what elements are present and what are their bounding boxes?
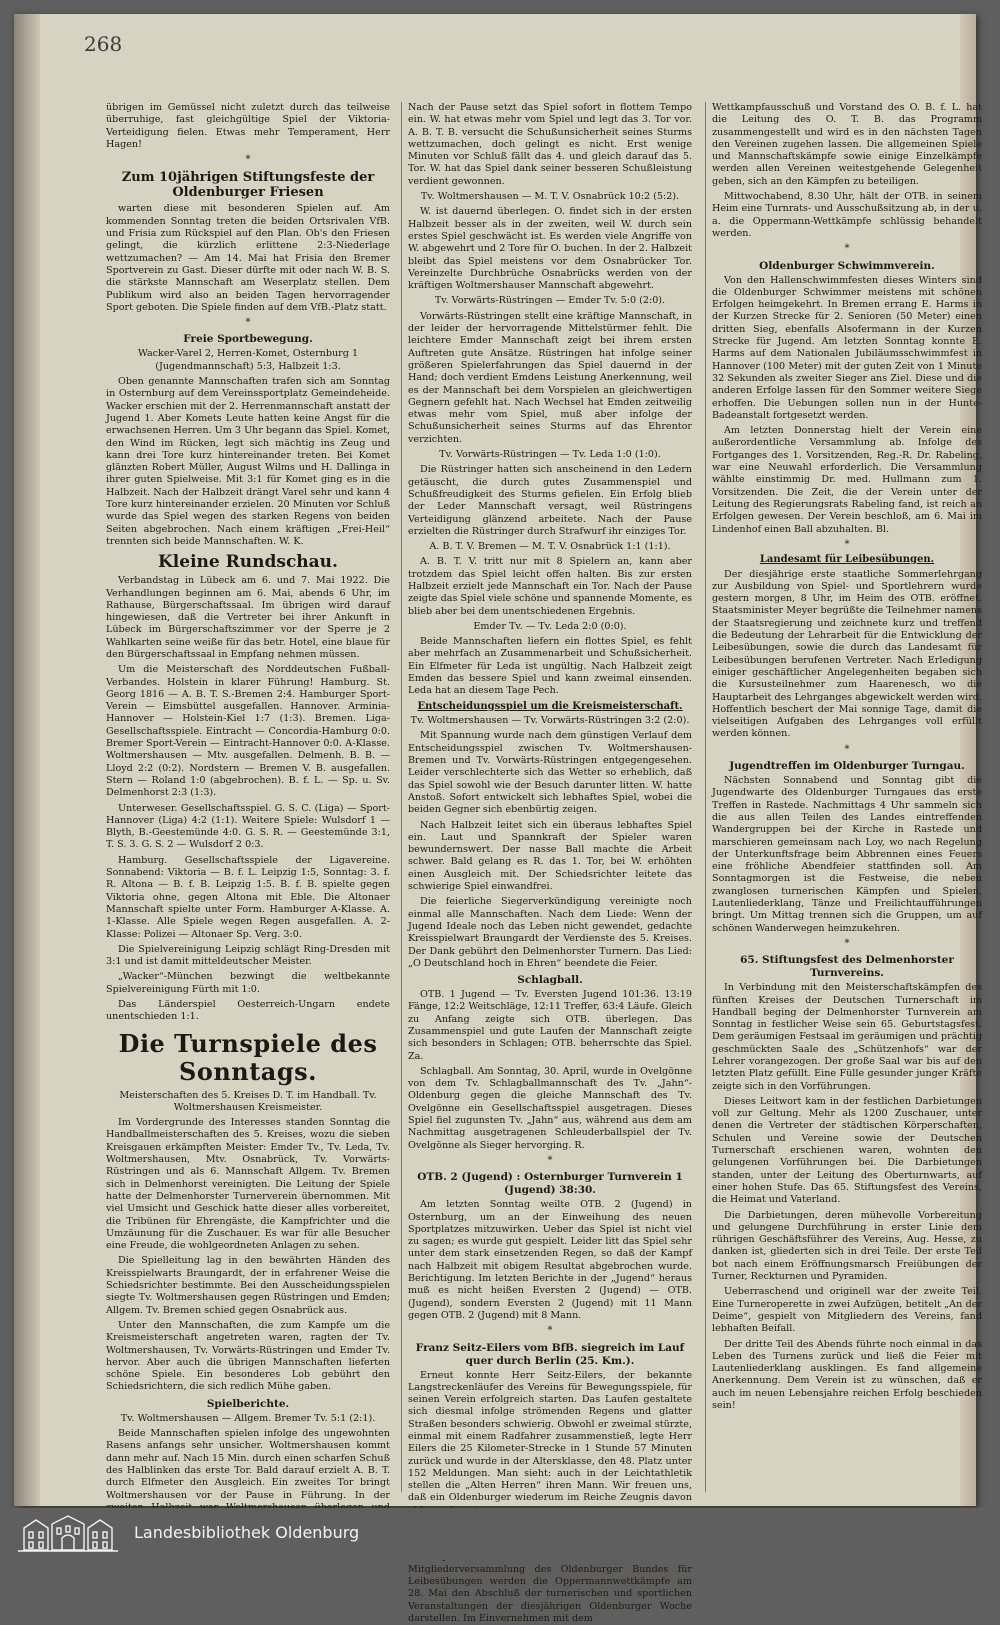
headline-schwimmverein: Oldenburger Schwimmverein. xyxy=(759,259,935,272)
headline-schlagball: Schlagball. xyxy=(517,974,583,987)
article-paragraph: Mit Spannung wurde nach dem günstigen Verlauf dem Entscheidungsspiel zwischen Tv. Woltmershausen-Bremen und Tv. Vorwärts-Rüstringen entgegengesehen. Leider verschlechterte sich das Wetter so erheblich, daß das Spiel sowohl wie der Besuch darunter litten. W. hatte Anstoß. Sofort entwickelt sich lebhaftes Spiel, wobei die beiden Gegner sich ebenbürtig zeigen. xyxy=(408,730,692,816)
page-binding xyxy=(14,14,40,1506)
article-paragraph: Vorwärts-Rüstringen stellt eine kräftige Mannschaft, in der leider der hervorragende Mittelstürmer fehlt. Die leichtere Emder Mannschaft zeigt bei ihrem ersten Auftreten gute Ansätze. Rüstringen hat infolge seiner größeren Spielerfahrungen das Spiel dauernd in der Hand; doch verdient Emdens Leistung Anerkennung, weil es der Mannschaft bei dem Vorspielen an gleichwertigen Gegnern gefehlt hat. Nach Wechsel hat Emden zeitweilig etwas mehr vom Spiel, muß aber infolge der Schußunsicherheit seines Sturms auf das Ehrentor verzichten. xyxy=(408,310,692,445)
headline-otb2: OTB. 2 (Jugend) : Osternburger Turnverein 1 (Jugend) 38:30. xyxy=(417,1171,683,1197)
match-result: Tv. Vorwärts-Rüstringen — Emder Tv. 5:0 (2:0). xyxy=(434,295,666,307)
article-paragraph: In Verbindung mit den Meisterschaftskämpfen des fünften Kreises der Deutschen Turnerschaft im Handball beging der Delmenhorster Turnverein am Sonntag in festlicher Weise sein 65. Geburtstagsfest. Dem geräumigen Festsaal im geräumigen und prächtig geschmückten Saale des „Schützenhofs“ war der Lehrer vorangezogen. Der große Saal war bis auf den letzten Platz gefüllt. Eine Fülle gesunder junger Kräfte zeigte sich in den Vorführungen. xyxy=(712,982,982,1092)
separator-star: * xyxy=(547,1154,553,1166)
headline-jugendtreffen: Jugendtreffen im Oldenburger Turngau. xyxy=(729,760,965,773)
article-paragraph: OTB. 1 Jugend — Tv. Eversten Jugend 101:36. 13:19 Fänge, 12:2 Weitschläge, 12:11 Treffer, 63:4 Läufe. Gleich zu Anfang zeigte sich OTB. überlegen. Das Zusammenspiel und gute Laufen der Mannschaft zeigte sich besonders in Schlagen; OTB. beherrschte das Spiel. Za. xyxy=(408,989,692,1062)
article-paragraph: Mittwochabend, 8.30 Uhr, hält der OTB. in seinem Heim eine Turnrats- und Ausschußsitzung ab, in der u. a. die Oppermann-Wettkämpfe schlüssig behandelt werden. xyxy=(712,191,982,239)
article-paragraph: A. B. T. V. tritt nur mit 8 Spielern an, kann aber trotzdem das Spiel leicht offen halten. Bis zur ersten Halbzeit erzielt jede Mannschaft ein Tor. Nach der Pause zeigte das Spiel viele schöne und spannende Momente, es blieb aber bei dem unentschiedenen Ergebnis. xyxy=(408,556,692,617)
headline-freie-sportbewegung: Freie Sportbewegung. xyxy=(183,333,313,346)
column-right xyxy=(712,102,982,1492)
separator-star: * xyxy=(245,154,251,166)
subheadline: Meisterschaften des 5. Kreises D. T. im Handball. Tv. Woltmershausen Kreismeister. xyxy=(119,1089,377,1113)
article-paragraph: Der dritte Teil des Abends führte noch einmal in das Leben des Turnens zurück und ließ die Feier mit Lautenliederklang ausklingen. Es fand allgemeine Anerkennung. Dem Verein ist zu wünschen, daß er auch im neuen Lebensjahre reichen Erfolg beschieden sein! xyxy=(712,1338,982,1411)
article-paragraph: Die Darbietungen, deren mühevolle Vorbereitung und gelungene Durchführung in erster Linie dem rührigen Geschäftsführer des Vereins, Aug. Hesse, zu danken ist, gliederten sich in drei Teile. Der erste Teil bot nach einem Eröffnungsmarsch Freiübungen der Turner, Reckturnen und Pyramiden. xyxy=(712,1209,982,1283)
article-paragraph: Unter den Mannschaften, die zum Kampfe um die Kreismeisterschaft angetreten waren, ragten der Tv. Woltmershausen, Tv. Vorwärts-Rüstringen und Emder Tv. hervor. Aber auch die übrigen Mannschaften lieferten schöne Spiele. Ein besonderes Lob gebührt den Schiedsrichtern, die sich redlich Mühe gaben. xyxy=(106,1319,390,1393)
separator-star: * xyxy=(547,1325,553,1337)
separator-star: * xyxy=(844,538,850,550)
headline-entscheidungsspiel: Entscheidungsspiel um die Kreismeisterschaft. xyxy=(417,700,683,712)
separator-star: * xyxy=(245,317,251,329)
headline-stiftungsfest: 65. Stiftungsfest des Delmenhorster Turnvereins. xyxy=(740,954,954,980)
match-result: Tv. Vorwärts-Rüstringen — Tv. Leda 1:0 (1:0). xyxy=(439,449,661,461)
article-paragraph: Unterweser. Gesellschaftsspiel. G. S. C. (Liga) — Sport-Hannover (Liga) 4:2 (1:1). Weitere Spiele: Wulsdorf 1 — Blyth, B.-Geestemünde 4:0. G. S. R. — Geestemünde 3:1, T. S. 3. G. S. 2 — Wulsdorf 2 0:3. xyxy=(106,802,390,851)
separator-star: * xyxy=(844,937,850,949)
article-paragraph: Das Länderspiel Oesterreich-Ungarn endete unentschieden 1:1. xyxy=(106,999,390,1023)
article-paragraph: „Wacker“-München bezwingt die weltbekannte Spielvereinigung Fürth mit 1:0. xyxy=(106,971,390,995)
article-paragraph: Am letzten Donnerstag hielt der Verein eine außerordentliche Versammlung ab. Infolge des Fortganges des 1. Vorsitzenden, Reg.-R. Dr. Rabeling, war eine Neuwahl erforderlich. Die Versammlung wählte einstimmig Dr. med. Hullmann zum 1. Vorsitzenden. Die Zeit, die der Verein unter der Leitung des Regierungsrats Rabeling fand, ist reich an Erfolgen gewesen. Der Verein beschloß, am 6. Mai im Lindenhof einen Ball abzuhalten. Bl. xyxy=(712,425,982,535)
library-building-icon xyxy=(16,1514,120,1554)
headline-friesen: Zum 10jährigen Stiftungsfeste der Oldenburger Friesen xyxy=(121,170,375,201)
article-paragraph: Nächsten Sonnabend und Sonntag gibt die Jugendwarte des Oldenburger Turngaues das erste Treffen in Rastede. Nachmittags 4 Uhr sammeln sich die aus allen Teilen des Landes eintreffenden Wandergruppen bei der Kirche in Rastede und marschieren gemeinsam nach Loy, wo nach Regelung der Unterkunftsfrage beim Abbrennen eines Feuers eine fröhliche Abendfeier stattfinden soll. Am Sonntagmorgen ist die Festweise, die neben zwanglosen turnerischen Kämpfen und Spielen, Lautenliederklang, Tänze und Freilichtaufführungen bringt. Um Mittag trennen sich die Gruppen, um auf schönen Wanderwegen heimzukehren. xyxy=(712,775,982,934)
headline-eilers: Franz Seitz-Eilers vom BfB. siegreich im Lauf quer durch Berlin (25. Km.). xyxy=(415,1341,685,1367)
match-result: Tv. Woltmershausen — M. T. V. Osnabrück 10:2 (5:2). xyxy=(420,191,680,203)
separator-star: * xyxy=(844,243,850,255)
article-paragraph: Verbandstag in Lübeck am 6. und 7. Mai 1922. Die Verhandlungen beginnen am 6. Mai, abends 6 Uhr, im Rathause, Bürgerschaftssaal. Im übrigen wird darauf hingewiesen, daß die Vertreter bei ihrer Ankunft in Lübeck im Bürgerschaftszimmer vor der Sperre je 2 Wahlkarten seine weiße für das betr. Hotel, eine blaue für den Bürgerschaftssaal in Empfang nehmen müssen. xyxy=(106,575,390,660)
article-paragraph: Die Spielvereinigung Leipzig schlägt Ring-Dresden mit 3:1 und ist damit mitteldeutscher Meister. xyxy=(106,943,390,968)
article-paragraph: Nach Halbzeit leitet sich ein überaus lebhaftes Spiel ein. Laut und Spannkraft der Spieler waren bewundernswert. Der nasse Ball machte die Arbeit schwer. Bald gelang es R. das 1. Tor, bei W. erhöhten einen Ausgleich mit. Der Schiedsrichter leitete das schwierige Spiel einwandfrei. xyxy=(408,819,692,893)
match-result: A. B. T. V. Bremen — M. T. V. Osnabrück 1:1 (1:1). xyxy=(429,541,671,553)
article-paragraph: Beide Mannschaften liefern ein flottes Spiel, es fehlt aber mehrfach an Zusammenarbeit und Schußsicherheit. Ein Elfmeter für Leda ist ungültig. Nach Halbzeit zeigt Emden das bessere Spiel und kann zweimal einsenden. Leda hat an diesem Tage Pech. xyxy=(408,636,692,697)
match-result: Emder Tv. — Tv. Leda 2:0 (0:0). xyxy=(473,620,627,632)
headline-landesamt: Landesamt für Leibesübungen. xyxy=(759,554,935,566)
article-paragraph: Um die Meisterschaft des Norddeutschen Fußball-Verbandes. Holstein in klarer Führung! Hamburg. St. Georg 1816 — A. B. T. S.-Bremen 2:4. Hamburger Sport-Verein — Eimsbüttel ausgefallen. Hannover. Arminia-Hannover — Holstein-Kiel 1:7 (1:3). Bremen. Liga-Gesellschaftsspiele. Eintracht — Concordia-Hamburg 0:0. Bremer Sport-Verein — Eintracht-Hannover 0:0. A-Klasse. Woltmershausen — Mtv. ausgefallen. Delmenh. B. B. — Lloyd 2:2 (0:2). Nordstern — Bremen V. B. ausgefallen. Stern — Roland 1:0 (abgebrochen). B. f. L. — Sp. u. Sv. Delmenhorst 2:3 (1:3). xyxy=(106,664,390,799)
match-result: Wacker-Varel 2, Herren-Komet, Osternburg 1 (Jugendmannschaft) 5:3, Halbzeit 1:3. xyxy=(137,348,359,372)
article-paragraph: Wettkampfausschuß und Vorstand des O. B. f. L. hat die Leitung des O. T. B. das Programm zusammengestellt und wird es in den nächsten Tagen den Vereinen zugehen lassen. Die allgemeinen Spiele und Mannschaftskämpfe sowie einige Einzelkämpfe werden allen Vereinen weitestgehende Gelegenheit geben, sich an den Kämpfen zu beteiligen. xyxy=(712,102,982,187)
article-paragraph: Erneut konnte Herr Seitz-Eilers, der bekannte Langstreckenläufer des Vereins für Bewegungsspiele, für seinen Verein erfolgreich starten. Das Laufen gestaltete sich diesmal infolge strömenden Regens und glatter Straßen besonders schwierig. Obwohl er zweimal stürzte, einmal mit einem Radfahrer zusammenstieß, legte Herr Eilers die 25 Kilometer-Strecke in 1 Stunde 57 Minuten zurück und wurde in der Altersklasse, den 48. Platz unter 152 Meldungen. Man sieht: auch in der Leichtathletik stellen die „Alten Herren“ ihren Mann. Wir freuen uns, daß ein Oldenburger wiederum im Reiche Zeugnis davon xyxy=(408,1369,692,1504)
page-number: 268 xyxy=(84,32,123,56)
article-paragraph: Nach der Pause setzt das Spiel sofort in flottem Tempo ein. W. hat etwas mehr vom Spiel und legt das 3. Tor vor. A. B. T. B. versucht die Schußunsicherheit seines Sturms wettzumachen, doch gelingt es nicht. Erst wenige Minuten vor Schluß fällt das 4. und gleich darauf das 5. Tor. W. hat das Spiel dank seiner besseren Schußleistung verdient gewonnen. xyxy=(408,102,692,187)
article-paragraph: Am letzten Sonntag weilte OTB. 2 (Jugend) in Osternburg, um an der Einweihung des neuen Sportplatzes mitzuwirken. Ueber das Spiel ist nicht viel zu sagen; es wurde gut gespielt. Leider litt das Spiel sehr unter dem stark einsetzenden Regen, so daß der Kampf nach Halbzeit mit obigem Resultat abgebrochen wurde. Berichtigung. Im letzten Berichte in der „Jugend“ heraus muß es nicht heißen Eversten 2 (Jugend) — OTB. (Jugend), sondern Eversten 2 (Jugend) mit 11 Mann gegen OTB. 2 (Jugend) mit 8 Mann. xyxy=(408,1199,692,1321)
headline-turnspiele: Die Turnspiele des Sonntags. xyxy=(118,1028,378,1086)
article-paragraph: W. ist dauernd überlegen. O. findet sich in der ersten Halbzeit besser als in der zweiten, weil W. durch sein erstes Spiel geschwächt ist. Es werden viele Angriffe von W. abgewehrt und 2 Tore für O. buchen. In der 2. Halbzeit bleibt das Spiel meistens vor dem Osnabrücker Tor. Vereinzelte Durchbrüche Osnabrücks werden von der kräftigen Woltmershauser Mannschaft abgewehrt. xyxy=(408,206,692,292)
article-paragraph: Schlagball. Am Sonntag, 30. April, wurde in Ovelgönne von dem Tv. Schlagballmannschaft des Tv. „Jahn“-Oldenburg gegen die gleiche Mannschaft des Tv. Ovelgönne ein Gesellschaftsspiel ausgetragen. Dieses Spiel fiel zugunsten Tv. „Jahn“ aus, während aus dem am Nachmittag ausgetragenen Schleuderballspiel der Tv. Ovelgönne als Sieger hervorging. R. xyxy=(408,1065,692,1151)
viewer-footer xyxy=(0,1508,1000,1560)
article-paragraph: warten diese mit besonderen Spielen auf. Am kommenden Sonntag treten die beiden Ortsrivalen VfB. und Frisia zum Rückspiel auf den Plan. Ob's den Friesen gelingt, die kürzlich erlittene 2:3-Niederlage wettzumachen? — Am 14. Mai hat Frisia den Bremer Sportverein zu Gast. Dieser dürfte mit oder nach W. B. S. die stärkste Mannschaft am Weserplatz stellen. Dem Publikum wird also an beiden Tagen hervorragender Sport geboten. Die Spiele finden auf dem VfB.-Platz statt. xyxy=(106,203,390,313)
library-name: Landesbibliothek Oldenburg xyxy=(134,1523,360,1542)
article-paragraph: Die feierliche Siegerverkündigung vereinigte noch einmal alle Mannschaften. Nach dem Liede: Wenn der Jugend Ideale noch das Leben nicht gewendet, gedachte Kreisspielwart Braungardt der Verdienste des 5. Kreises. Der Dank gebührt den Delmenhorster Turnern. Das Lied: „O Deutschland hoch in Ehren“ beendete die Feier. xyxy=(408,896,692,969)
separator-star: * xyxy=(844,743,850,755)
article-paragraph: Dieses Leitwort kam in der festlichen Darbietungen voll zur Geltung. Mehr als 1200 Zuschauer, unter denen die Vertreter der städtischen Körperschaften, Schulen und Vereine sowie der Deutschen Turnerschaft erschienen waren, wohnten den gelungenen Vorführungen bei. Die Darbietungen standen, unter der Leitung des Oberturnwarts, auf einer hohen Stufe. Das 65. Stiftungsfest des Vereins, die Heimat und Vaterland. xyxy=(712,1095,982,1206)
column-rule xyxy=(401,102,402,1492)
article-paragraph: Die Rüstringer hatten sich anscheinend in den Ledern getäuscht, die durch gutes Zusammenspiel und Schußfreudigkeit des Sturms gefielen. Ein Erfolg blieb der Leder Mannschaft versagt, weil Rüstringens Verteidigung glänzend arbeitete. Nach der Pause erzielten die Rüstringer durch Strafwurf ihr einziges Tor. xyxy=(408,464,692,537)
headline-kleine-rundschau: Kleine Rundschau. xyxy=(158,552,338,573)
article-paragraph: Ueberraschend und originell war der zweite Teil. Eine Turneroperette in zwei Aufzügen, betitelt „An der Deime“, gespielt von Mitgliedern des Vereins, fand lebhaften Beifall. xyxy=(712,1286,982,1335)
article-paragraph: Im Vordergrunde des Interesses standen Sonntag die Handballmeisterschaften des 5. Kreises, wozu die sieben Kreisgauen erkämpften Meister: Emder Tv., Tv. Leda, Tv. Woltmershausen, Mtv. Osnabrück, Tv. Vorwärts-Rüstringen und als 6. Mannschaft Allgem. Tv. Bremen sich in Delmenhorst vereinigten. Die Leitung der Spiele hatte der Delmenhorster Turnerverein übernommen. Mit viel Umsicht und Geschick hatte dieser alles vorbereitet, die Tribünen für Ehrengäste, die Kampfrichter und die Umzäunung für die Zuschauer. Es war für alle Besucher eine Freude, die wohlgeordneten Anlagen zu sehen. xyxy=(106,1117,390,1252)
article-paragraph: Der diesjährige erste staatliche Sommerlehrgang zur Ausbildung von Spiel- und Sportlehrern wurde gestern morgen, 8 Uhr, im Heim des OTB. eröffnet. Staatsminister Meyer begrüßte die Teilnehmer namens der Staatsregierung und zeichnete kurz und treffend die Bedeutung der Lehrarbeit für die Entwicklung der Leibesübungen, sowie die durch das Landesamt für Leibesübungen berufenen Vertreter. Nach Erledigung einiger geschäftlicher Angelegenheiten begaben sich die Kursusteilnehmer zum Haarenesch, wo die Hauptarbeit des Lehrganges abgewickelt werden wird. Hoffentlich beschert der Mai sonnige Tage, damit die vielseitigen Aufgaben des Lehrganges voll erfüllt werden können. xyxy=(712,568,982,740)
article-paragraph: Oben genannte Mannschaften trafen sich am Sonntag in Osternburg auf dem Vereinssportplatz Gemeindeheide. Wacker erschien mit der 2. Herrenmannschaft anstatt der Jugend 1. Aber Komets Leute hatten keine Angst für die erwachsenen Herren. Um 3 Uhr begann das Spiel. Komet, den Wind im Rücken, legt sich mächtig ins Zeug und kann drei Tore kurz hintereinander treten. Bei Komet glänzten Robert Müller, August Wilms und H. Dallinga in ihrer guten Spielweise. Mit 3:1 für Komet ging es in die Halbzeit. Nach der Halbzeit drängt Varel sehr und kann 4 Tore kurz hintereinander erzielen. 20 Minuten vor Schluß wurde das Spiel wegen des starken Regens von beiden Seiten abgebrochen. Nach einem kräftigen „Frei-Heil“ trennten sich beide Mannschaften. W. K. xyxy=(106,376,390,547)
column-rule xyxy=(705,102,706,1492)
article-paragraph: Hamburg. Gesellschaftsspiele der Ligavereine. Sonnabend: Viktoria — B. f. L. Leipzig 1:5, Sonntag: 3. f. R. Altona — B. f. B. Leipzig 1:5. B. f. B. spielte gegen Viktoria ohne, gegen Altona mit Eble. Die Altonaer Mannschaft spielte unter Form. Hamburger A-Klasse. A. 1-Klasse. Alle Spiele wegen Regen ausgefallen. A. 2-Klasse: Polizei — Altonaer Sp. Verg. 3:0. xyxy=(106,854,390,940)
article-paragraph: übrigen im Gemüssel nicht zuletzt durch das teilweise überruhige, fast gleichgültige Spiel der Viktoria-Verteidigung fielen. Etwas mehr Temperament, Herr Hagen! xyxy=(106,102,390,150)
article-paragraph: Beide Mannschaften spielen infolge des ungewohnten Rasens anfangs sehr unsicher. Woltmershausen kommt dann mehr auf. Nach 15 Min. durch einen scharfen Schuß des Halblinken das erste Tor. Bald darauf erzielt A. B. T. durch Elfmeter den Ausgleich. Ein zweites Tor bringt Woltmershausen vor der Pause in Führung. In der xyxy=(106,1428,390,1501)
match-result: Tv. Woltmershausen — Tv. Vorwärts-Rüstringen 3:2 (2:0). xyxy=(410,715,690,727)
article-paragraph: Von den Hallenschwimmfesten dieses Winters sind die Oldenburger Schwimmer meistens mit schönen Erfolgen heimgekehrt. In Bremen errang E. Harms in der Kurzen Strecke für 2. Senioren (50 Meter) einen dritten Sieg, ebenfalls Alsofermann in der Kurzen Strecke für Jugend. Am letzten Sonntag konnte E. Harms auf dem Nationalen Jubiläumsschwimmfest in Hannover (100 Meter) mit der guten Zeit von 1 Minute 32 Sekunden als zweiter Sieger ans Ziel. Diese und die anderen Erfolge lassen für den Sommer weitere Siege erhoffen. Die Uebungen sollen nun in der Hunte-Badeanstalt fortgesetzt werden. xyxy=(712,274,982,421)
column-middle xyxy=(408,102,692,1624)
article-paragraph: Mitgliederversammlung des Oldenburger Bundes für Leibesübungen werden die Oppermannwettkämpfe am 28. Mai den Abschluß der turnerischen und sportlichen Veranstaltungen der diesjährigen Oldenburger Woche darstellen. Im Einvernehmen mit dem xyxy=(408,1563,692,1624)
headline-spielberichte: Spielberichte. xyxy=(206,1397,290,1410)
column-left xyxy=(106,102,390,1501)
match-result: Tv. Woltmershausen — Allgem. Bremer Tv. 5:1 (2:1). xyxy=(120,1412,376,1424)
article-paragraph: Die Spielleitung lag in den bewährten Händen des Kreisspielwarts Braungardt, der in erfahrener Weise die Schiedsrichter bestimmte. Bei den Ausscheidungsspielen siegte Tv. Woltmershausen gegen Rüstringen und Emden; Allgem. Tv. Bremen schied gegen Osnabrück aus. xyxy=(106,1255,390,1316)
